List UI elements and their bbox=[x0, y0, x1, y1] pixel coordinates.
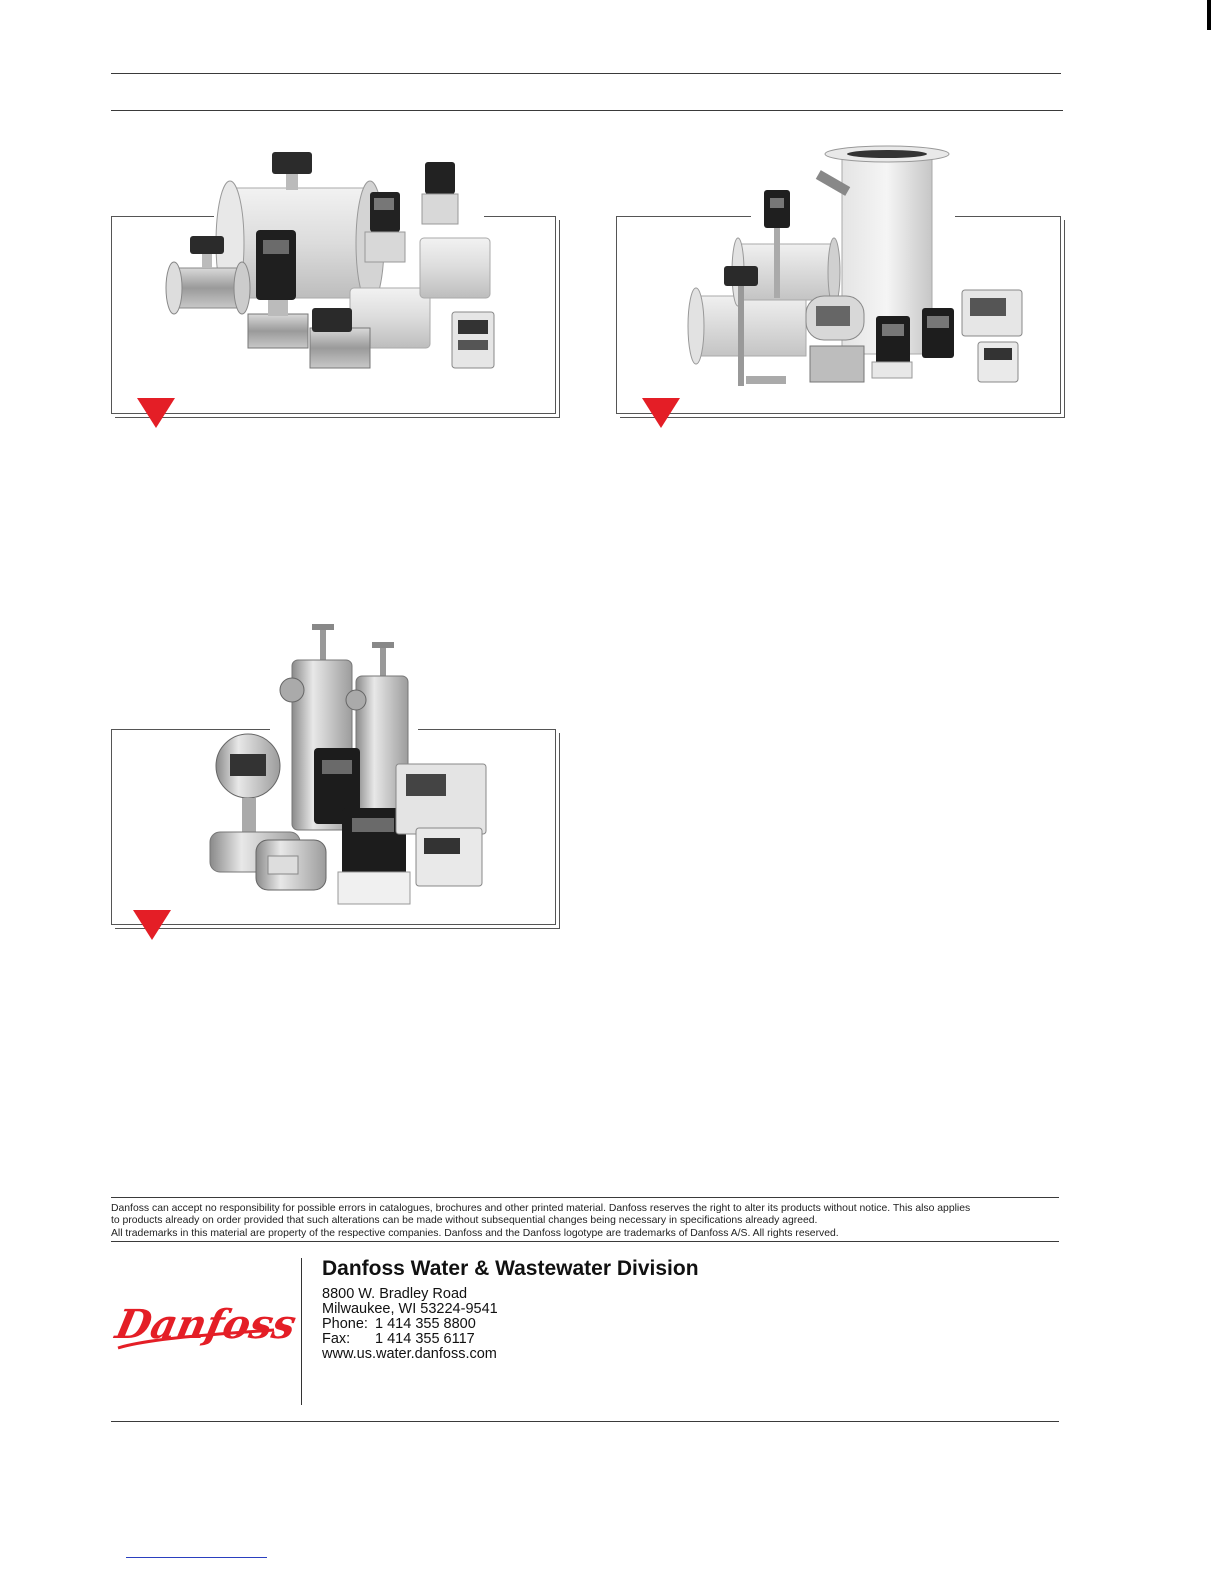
phone-line bbox=[322, 1317, 498, 1332]
flowmeter-photo bbox=[160, 148, 500, 398]
address-line-2: Milwaukee, WI 53224-9541 bbox=[322, 1301, 498, 1317]
fax-line bbox=[322, 1332, 498, 1347]
danfoss-logo bbox=[110, 1290, 301, 1360]
disclaimer-line-3: All trademarks in this material are property of the respective companies. Danfoss and the Danfoss logotype are trademarks of Danfoss A/S. All rights reserved. bbox=[111, 1227, 839, 1239]
address-block bbox=[322, 1287, 498, 1362]
logo-wordmark: Danfoss bbox=[111, 1300, 301, 1348]
fax-label: Fax: bbox=[322, 1331, 351, 1347]
disclaimer-rule-bottom bbox=[111, 1241, 1059, 1242]
page-edge-mark bbox=[1207, 0, 1211, 30]
header-rule-bottom bbox=[111, 110, 1063, 111]
fax-number: 1 414 355 6117 bbox=[375, 1331, 475, 1347]
disclaimer-text bbox=[111, 1203, 1061, 1240]
disclaimer-line-2: to products already on order provided that such alterations can be made without subsequential changes being necessary in specifications already agreed. bbox=[111, 1215, 818, 1227]
phone-number: 1 414 355 8800 bbox=[375, 1316, 476, 1332]
footer-rule-bottom bbox=[111, 1421, 1059, 1422]
flowmeter-photo bbox=[206, 620, 516, 910]
disclaimer-rule-top bbox=[111, 1197, 1059, 1198]
disclaimer-line-1: Danfoss can accept no responsibility for possible errors in catalogues, brochures and other printed material. Danfoss reserves the right to alter its products without notice. This also applies bbox=[111, 1203, 971, 1214]
down-triangle-marker bbox=[642, 398, 680, 428]
phone-label: Phone: bbox=[322, 1316, 368, 1332]
down-triangle-marker bbox=[137, 398, 175, 428]
footer-divider bbox=[301, 1258, 302, 1405]
down-triangle-marker bbox=[133, 910, 171, 940]
flowmeter-photo bbox=[686, 146, 1026, 396]
division-name: Danfoss Water & Wastewater Division bbox=[322, 1257, 699, 1280]
address-line-1: 8800 W. Bradley Road bbox=[322, 1286, 468, 1302]
header-rule-top bbox=[111, 73, 1061, 74]
website-link[interactable]: www.us.water.danfoss.com bbox=[322, 1346, 497, 1362]
footer-link-underline[interactable] bbox=[126, 1557, 267, 1558]
